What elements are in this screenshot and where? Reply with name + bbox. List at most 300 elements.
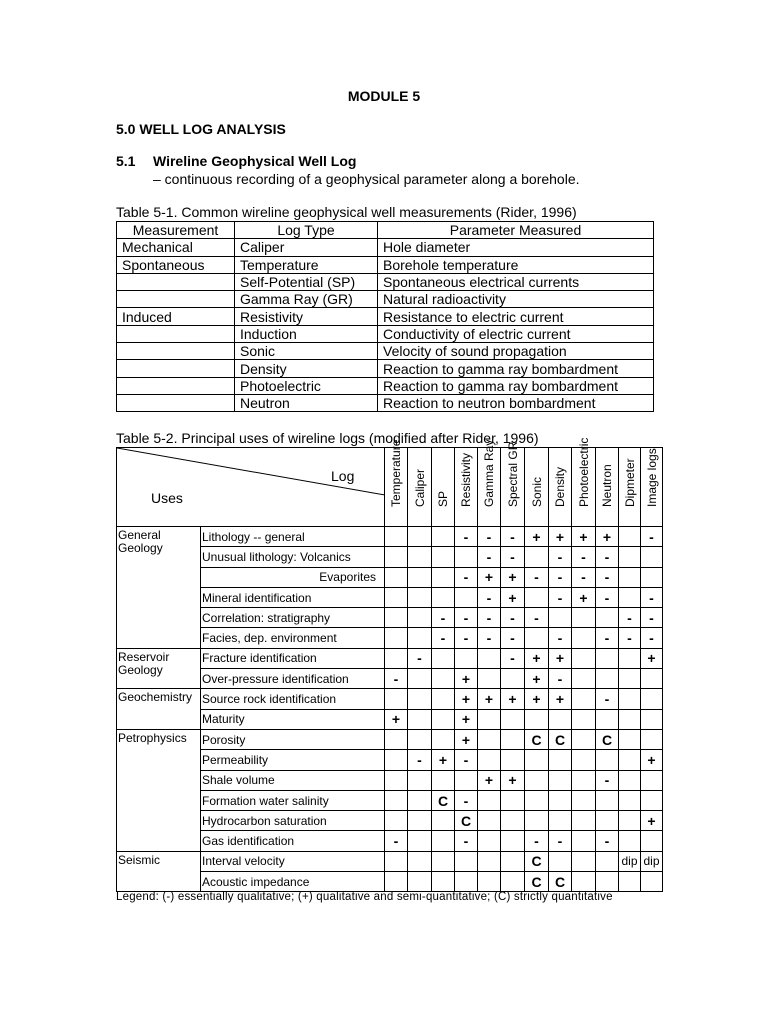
mark-cell <box>549 709 572 729</box>
mark-cell <box>478 750 501 770</box>
mark-cell: + <box>641 750 663 770</box>
mark-cell <box>385 608 408 628</box>
measurements-table <box>116 221 654 412</box>
mark-cell <box>572 831 596 851</box>
mark-cell <box>385 851 408 871</box>
use-label: Lithology -- general <box>201 527 385 547</box>
mark-cell <box>432 567 455 587</box>
mark-cell: - <box>501 628 525 648</box>
table1-cell: Gamma Ray (GR) <box>235 291 378 308</box>
mark-cell <box>572 689 596 709</box>
mark-cell: - <box>501 527 525 547</box>
use-label: Unusual lithology: Volcanics <box>201 547 385 567</box>
mark-cell: - <box>455 790 478 810</box>
mark-cell <box>385 790 408 810</box>
mark-cell: C <box>525 851 549 871</box>
mark-cell <box>432 689 455 709</box>
mark-cell <box>408 790 432 810</box>
mark-cell <box>619 547 641 567</box>
mark-cell: - <box>455 567 478 587</box>
table1-header-row <box>117 222 654 239</box>
mark-cell: - <box>478 527 501 547</box>
mark-cell <box>501 831 525 851</box>
mark-cell: - <box>641 587 663 607</box>
table-row <box>117 527 663 547</box>
mark-cell <box>572 851 596 871</box>
subsection-title: Wireline Geophysical Well Log <box>153 153 357 169</box>
log-header-temperature <box>385 439 408 527</box>
mark-cell <box>455 648 478 668</box>
mark-cell <box>619 750 641 770</box>
mark-cell <box>385 689 408 709</box>
mark-cell: + <box>501 587 525 607</box>
mark-cell <box>455 872 478 892</box>
table-row <box>117 729 663 749</box>
mark-cell <box>501 709 525 729</box>
log-header-label: Resistivity <box>459 452 473 507</box>
use-label: Formation water salinity <box>201 790 385 810</box>
mark-cell <box>385 729 408 749</box>
use-label: Evaporites <box>201 567 385 587</box>
log-header-label: Dipmeter <box>622 458 637 507</box>
mark-cell <box>501 872 525 892</box>
mark-cell: - <box>501 648 525 668</box>
group-label: Reservoir Geology <box>117 648 201 689</box>
log-header-density <box>549 448 572 527</box>
table1-cell: Conductivity of electric current <box>378 325 654 342</box>
table-row <box>117 343 654 360</box>
mark-cell: - <box>572 567 596 587</box>
log-header-label: Photoelectric <box>576 437 591 507</box>
mark-cell <box>572 709 596 729</box>
mark-cell <box>432 831 455 851</box>
mark-cell <box>619 689 641 709</box>
mark-cell <box>619 729 641 749</box>
mark-cell <box>432 648 455 668</box>
log-header-neutron <box>596 448 619 527</box>
use-label: Shale volume <box>201 770 385 790</box>
mark-cell <box>619 587 641 607</box>
mark-cell: + <box>455 669 478 689</box>
mark-cell <box>549 770 572 790</box>
mark-cell <box>619 811 641 831</box>
table1-cell: Borehole temperature <box>378 256 654 273</box>
use-label: Acoustic impedance <box>201 872 385 892</box>
mark-cell <box>596 790 619 810</box>
mark-cell <box>641 709 663 729</box>
mark-cell <box>385 648 408 668</box>
table2-header-row <box>117 448 663 527</box>
mark-cell <box>641 831 663 851</box>
mark-cell: C <box>549 729 572 749</box>
mark-cell <box>501 811 525 831</box>
mark-cell <box>455 851 478 871</box>
group-label: General Geology <box>117 527 201 649</box>
mark-cell: + <box>455 689 478 709</box>
mark-cell <box>385 770 408 790</box>
table-row <box>117 648 663 668</box>
mark-cell: - <box>501 608 525 628</box>
mark-cell: - <box>385 669 408 689</box>
mark-cell: + <box>549 648 572 668</box>
mark-cell <box>408 587 432 607</box>
use-label: Gas identification <box>201 831 385 851</box>
mark-cell: + <box>501 689 525 709</box>
mark-cell: - <box>385 831 408 851</box>
mark-cell: - <box>596 831 619 851</box>
mark-cell <box>478 851 501 871</box>
mark-cell: + <box>525 689 549 709</box>
mark-cell <box>572 608 596 628</box>
table-row <box>117 689 663 709</box>
mark-cell <box>408 851 432 871</box>
mark-cell: + <box>549 527 572 547</box>
mark-cell <box>549 750 572 770</box>
mark-cell <box>549 608 572 628</box>
mark-cell <box>525 587 549 607</box>
mark-cell <box>619 770 641 790</box>
mark-cell <box>619 872 641 892</box>
mark-cell <box>619 790 641 810</box>
mark-cell <box>408 628 432 648</box>
subsection-heading <box>116 153 356 169</box>
mark-cell: - <box>478 628 501 648</box>
mark-cell <box>478 872 501 892</box>
mark-cell: + <box>478 689 501 709</box>
table1-cell: Density <box>235 360 378 377</box>
table-row <box>117 273 654 290</box>
mark-cell <box>408 811 432 831</box>
table2-corner-cell <box>117 448 385 527</box>
mark-cell <box>572 790 596 810</box>
mark-cell <box>408 872 432 892</box>
mark-cell <box>501 851 525 871</box>
mark-cell <box>641 790 663 810</box>
mark-cell <box>478 831 501 851</box>
mark-cell <box>408 547 432 567</box>
mark-cell: - <box>478 587 501 607</box>
mark-cell <box>478 709 501 729</box>
table1-cell: Resistance to electric current <box>378 308 654 325</box>
log-header-sp <box>432 448 455 527</box>
mark-cell: - <box>549 587 572 607</box>
mark-cell: - <box>596 567 619 587</box>
mark-cell <box>549 811 572 831</box>
mark-cell: - <box>432 608 455 628</box>
mark-cell <box>641 669 663 689</box>
mark-cell <box>455 770 478 790</box>
mark-cell: C <box>525 872 549 892</box>
mark-cell <box>478 729 501 749</box>
mark-cell: - <box>641 527 663 547</box>
mark-cell: - <box>455 527 478 547</box>
mark-cell <box>432 587 455 607</box>
mark-cell: - <box>525 608 549 628</box>
mark-cell: + <box>641 811 663 831</box>
mark-cell <box>408 709 432 729</box>
mark-cell <box>641 689 663 709</box>
group-label: Seismic <box>117 851 201 892</box>
subsection-number: 5.1 <box>116 153 136 169</box>
table1-cell: Velocity of sound propagation <box>378 343 654 360</box>
mark-cell <box>619 648 641 668</box>
mark-cell: - <box>408 750 432 770</box>
mark-cell: - <box>455 608 478 628</box>
mark-cell: - <box>501 547 525 567</box>
mark-cell <box>478 790 501 810</box>
table1-cell: Self-Potential (SP) <box>235 273 378 290</box>
mark-cell: C <box>525 729 549 749</box>
table1-cell: Reaction to gamma ray bombardment <box>378 377 654 394</box>
mark-cell <box>596 608 619 628</box>
mark-cell <box>596 648 619 668</box>
mark-cell <box>525 709 549 729</box>
log-header-image-logs <box>641 448 663 527</box>
table1-header-cell: Parameter Measured <box>378 222 654 239</box>
mark-cell <box>408 729 432 749</box>
mark-cell <box>572 669 596 689</box>
mark-cell: - <box>596 628 619 648</box>
table1-cell: Photoelectric <box>235 377 378 394</box>
mark-cell <box>641 567 663 587</box>
mark-cell <box>408 831 432 851</box>
mark-cell: + <box>385 709 408 729</box>
mark-cell: - <box>619 628 641 648</box>
mark-cell: - <box>455 831 478 851</box>
mark-cell <box>596 669 619 689</box>
mark-cell <box>432 770 455 790</box>
log-header-label: Density <box>553 466 567 507</box>
mark-cell: - <box>596 547 619 567</box>
table1-cell: Reaction to neutron bombardment <box>378 394 654 411</box>
mark-cell <box>619 709 641 729</box>
table1-cell: Caliper <box>235 239 378 256</box>
mark-cell: - <box>641 628 663 648</box>
mark-cell: - <box>619 608 641 628</box>
log-header-label: SP <box>436 490 450 507</box>
mark-cell <box>501 669 525 689</box>
group-label: Petrophysics <box>117 729 201 851</box>
log-header-resistivity <box>455 448 478 527</box>
mark-cell <box>525 811 549 831</box>
mark-cell <box>385 567 408 587</box>
use-label: Mineral identification <box>201 587 385 607</box>
use-label: Correlation: stratigraphy <box>201 608 385 628</box>
mark-cell <box>572 628 596 648</box>
log-header-label: Caliper <box>412 468 427 507</box>
log-header-dipmeter <box>619 448 641 527</box>
mark-cell <box>385 872 408 892</box>
table-row <box>117 239 654 256</box>
log-header-gamma-ray <box>478 439 501 527</box>
mark-cell: + <box>525 669 549 689</box>
mark-cell: - <box>455 628 478 648</box>
mark-cell <box>572 729 596 749</box>
log-header-spectral-gr <box>501 441 525 527</box>
mark-cell <box>596 750 619 770</box>
mark-cell: C <box>549 872 572 892</box>
table2-caption: Table 5-2. Principal uses of wireline logs (modified after Rider, 1996) <box>116 430 539 446</box>
mark-cell <box>619 527 641 547</box>
mark-cell <box>385 547 408 567</box>
mark-cell: - <box>641 608 663 628</box>
mark-cell <box>641 770 663 790</box>
use-label: Facies, dep. environment <box>201 628 385 648</box>
log-header-caliper <box>408 448 432 527</box>
table-row <box>117 851 663 871</box>
table1-cell: Spontaneous electrical currents <box>378 273 654 290</box>
mark-cell <box>641 872 663 892</box>
table1-cell <box>117 360 235 377</box>
mark-cell: dip <box>619 851 641 871</box>
table-row <box>117 308 654 325</box>
mark-cell <box>408 608 432 628</box>
mark-cell <box>572 770 596 790</box>
mark-cell: dip <box>641 851 663 871</box>
mark-cell <box>596 811 619 831</box>
subsection-description: – continuous recording of a geophysical parameter along a borehole. <box>153 171 580 187</box>
mark-cell: - <box>408 648 432 668</box>
mark-cell <box>455 547 478 567</box>
use-label: Maturity <box>201 709 385 729</box>
mark-cell: C <box>455 811 478 831</box>
module-title: MODULE 5 <box>347 88 421 104</box>
mark-cell <box>525 790 549 810</box>
mark-cell: - <box>572 547 596 567</box>
table1-cell: Resistivity <box>235 308 378 325</box>
table1-cell: Mechanical <box>117 239 235 256</box>
mark-cell: - <box>455 750 478 770</box>
mark-cell <box>549 790 572 810</box>
mark-cell: - <box>525 567 549 587</box>
log-header-photoelectric <box>572 437 596 527</box>
table1-cell: Temperature <box>235 256 378 273</box>
legend: Legend: (-) essentially qualitative; (+) qualitative and semi-quantitative; (C) strictly quantitative <box>116 891 613 903</box>
mark-cell <box>385 811 408 831</box>
mark-cell: - <box>432 628 455 648</box>
mark-cell <box>432 709 455 729</box>
mark-cell <box>525 750 549 770</box>
mark-cell: + <box>549 689 572 709</box>
mark-cell: + <box>525 527 549 547</box>
mark-cell <box>641 729 663 749</box>
mark-cell: - <box>478 608 501 628</box>
table1-cell: Induced <box>117 308 235 325</box>
log-header-label: Temperature <box>389 439 403 507</box>
log-header-sonic <box>525 448 549 527</box>
mark-cell: + <box>501 567 525 587</box>
mark-cell <box>385 750 408 770</box>
mark-cell: + <box>525 648 549 668</box>
mark-cell <box>455 587 478 607</box>
table-row <box>117 291 654 308</box>
mark-cell: + <box>478 770 501 790</box>
corner-uses-label: Uses <box>151 490 183 506</box>
table1-cell <box>117 325 235 342</box>
mark-cell <box>641 547 663 567</box>
use-label: Interval velocity <box>201 851 385 871</box>
mark-cell: + <box>572 527 596 547</box>
mark-cell <box>385 628 408 648</box>
mark-cell <box>478 811 501 831</box>
log-header-label: Sonic <box>529 476 544 507</box>
log-header-label: Image logs <box>644 448 659 507</box>
mark-cell: - <box>478 547 501 567</box>
table1-cell: Hole diameter <box>378 239 654 256</box>
table1-cell <box>117 377 235 394</box>
mark-cell <box>408 689 432 709</box>
mark-cell <box>385 587 408 607</box>
mark-cell <box>619 669 641 689</box>
mark-cell <box>596 872 619 892</box>
mark-cell <box>432 872 455 892</box>
table1-cell: Neutron <box>235 394 378 411</box>
mark-cell <box>432 547 455 567</box>
table1-header-cell: Measurement <box>117 222 235 239</box>
mark-cell <box>501 790 525 810</box>
table-row <box>117 360 654 377</box>
table1-cell <box>117 394 235 411</box>
table1-cell <box>117 291 235 308</box>
mark-cell <box>408 567 432 587</box>
corner-log-label: Log <box>331 468 355 484</box>
mark-cell: - <box>596 770 619 790</box>
mark-cell: - <box>549 669 572 689</box>
table1-cell <box>117 273 235 290</box>
mark-cell <box>478 669 501 689</box>
mark-cell <box>501 729 525 749</box>
group-label: Geochemistry <box>117 689 201 730</box>
mark-cell: - <box>549 628 572 648</box>
table-row <box>117 325 654 342</box>
section-heading: 5.0 WELL LOG ANALYSIS <box>116 121 286 137</box>
mark-cell: - <box>549 547 572 567</box>
mark-cell <box>525 628 549 648</box>
mark-cell <box>478 648 501 668</box>
diagonal-divider <box>117 448 385 526</box>
mark-cell <box>501 750 525 770</box>
mark-cell: C <box>432 790 455 810</box>
use-label: Over-pressure identification <box>201 669 385 689</box>
mark-cell: + <box>478 567 501 587</box>
mark-cell <box>408 527 432 547</box>
log-header-label: Gamma Ray <box>482 439 496 507</box>
mark-cell: + <box>501 770 525 790</box>
mark-cell: + <box>572 587 596 607</box>
mark-cell <box>525 547 549 567</box>
mark-cell <box>432 729 455 749</box>
table1-cell <box>117 343 235 360</box>
mark-cell: C <box>596 729 619 749</box>
mark-cell <box>619 831 641 851</box>
mark-cell: - <box>596 689 619 709</box>
mark-cell <box>596 851 619 871</box>
mark-cell <box>572 811 596 831</box>
mark-cell: - <box>525 831 549 851</box>
mark-cell <box>572 750 596 770</box>
table1-cell: Natural radioactivity <box>378 291 654 308</box>
mark-cell: - <box>596 587 619 607</box>
use-label: Permeability <box>201 750 385 770</box>
mark-cell: - <box>549 567 572 587</box>
mark-cell: + <box>455 709 478 729</box>
mark-cell: + <box>432 750 455 770</box>
log-header-label: Neutron <box>600 464 614 507</box>
mark-cell <box>385 527 408 547</box>
mark-cell: + <box>641 648 663 668</box>
mark-cell <box>572 872 596 892</box>
mark-cell <box>596 709 619 729</box>
